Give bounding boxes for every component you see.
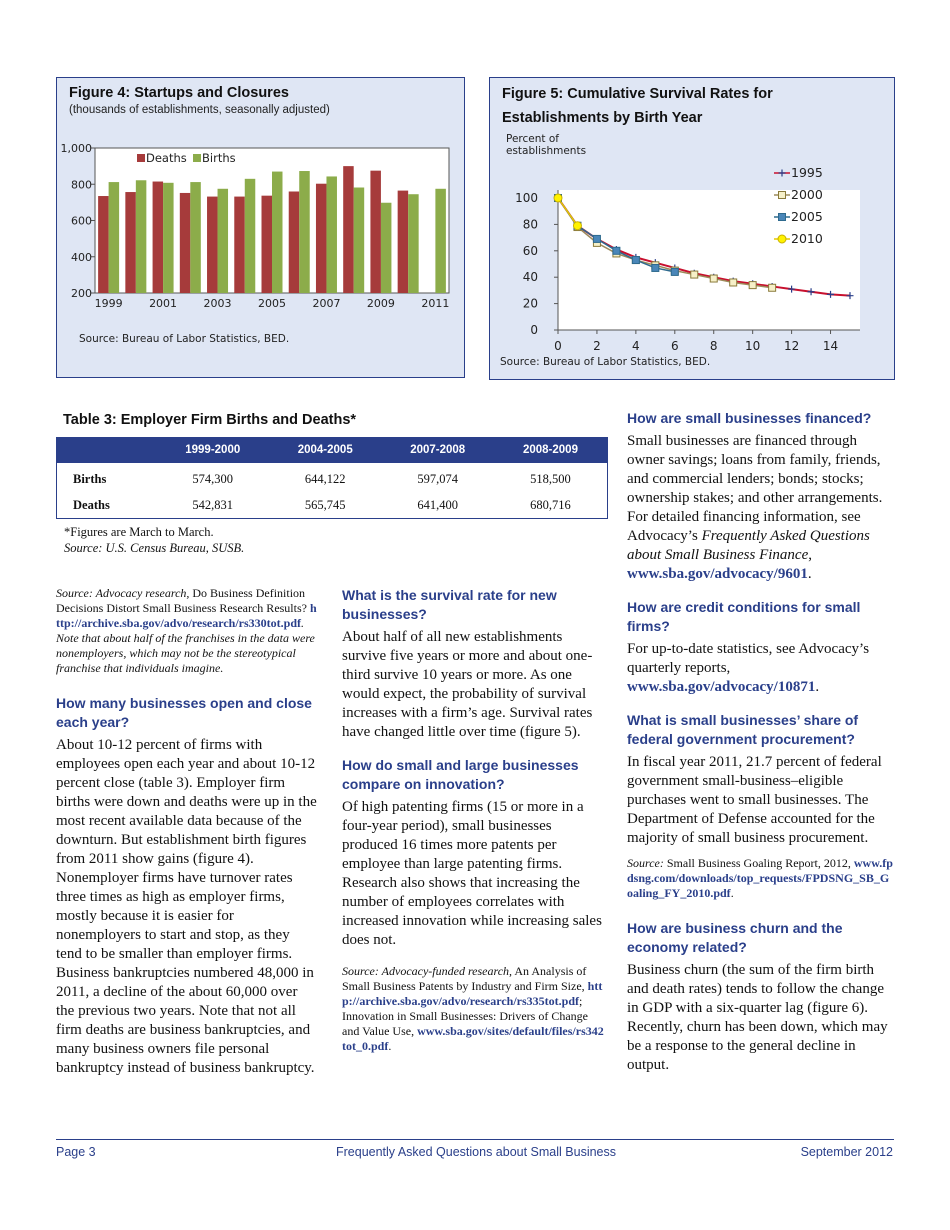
bar-births-2002 [190,182,201,293]
bar-deaths-2002 [180,193,191,293]
y-tick-label: 400 [71,250,92,264]
x-tick-label: 2003 [203,297,232,310]
franchise-source-note [56,586,318,676]
figure5-chart [490,132,896,352]
table-cell: 574,300 [192,472,234,486]
quarterly-reports-link[interactable]: www.sba.gov/advocacy/10871 [627,679,816,695]
text: , [808,547,812,563]
x-tick-label: 0 [554,339,562,352]
x-tick-label: 6 [670,339,679,352]
legend-marker-1995 [779,170,786,177]
paragraph-innovation: Of high patenting firms (15 or more in a four-year period), small businesses produced 16 times more patents per employee than large patenting firms. Research also shows that increasing the number of employees correlates with increased innovation while increasing sales does not. [342,799,602,948]
table3-col-header [57,438,157,463]
bar-births-1999 [109,182,120,293]
figure4-source: Source: Bureau of Labor Statistics, BED. [79,333,290,345]
legend-label-1995: 1995 [791,165,823,180]
footer-date: September 2012 [800,1145,893,1159]
paragraph-financed [627,432,895,584]
bar-births-2007 [326,176,337,293]
source-link[interactable]: http://archive.sba.gov/advo/research/rs330tot.pdf [56,601,317,630]
point-2010-1 [573,222,581,230]
source-label: Source: [627,856,664,870]
table3-note: *Figures are March to March. [64,525,214,539]
footer-title: Frequently Asked Questions about Small Business [336,1145,617,1159]
finance-link[interactable]: www.sba.gov/advocacy/9601 [627,566,808,582]
source-link[interactable]: http://archive.sba.gov/advo/research/rs335tot.pdf [342,979,603,1008]
paragraph-churn: Business churn (the sum of the firm birth and death rates) tends to follow the change in GDP with a six-quarter lag (figure 6). Recently, churn has been down, which may be a response to the general decline in output. [627,962,888,1073]
text: . [807,566,812,582]
point-2005-2 [593,235,600,242]
legend-marker-2010 [778,235,786,243]
row-label: Deaths [73,497,110,512]
bar-births-2005 [272,172,283,293]
y-tick-label: 600 [71,214,92,228]
x-tick-label: 2009 [366,297,395,310]
figure5-box [489,77,895,380]
table-row [57,463,608,493]
text: . [815,679,820,695]
y-tick-label: 20 [522,296,538,311]
point-2000-9 [730,279,737,286]
source-title: Do Business Definition Decisions Distort Small Business Research Results? [56,586,310,615]
x-tick-label: 14 [822,339,839,352]
heading-procurement: What is small businesses’ share of federal government procurement? [627,712,859,747]
table3-col-header: 2008-2009 [494,438,608,463]
bar-deaths-2010 [398,191,409,293]
bar-deaths-1999 [98,196,109,293]
source-label: Source: Advocacy research, [56,586,190,600]
table3-header-row [57,438,608,463]
bar-deaths-2005 [262,196,273,293]
bar-births-2010 [408,194,419,293]
source-link[interactable]: www.fpdsng.com/downloads/top_requests/FPDSNG_SB_Goaling_FY_2010.pdf [627,856,893,900]
figure5-title-line2: Establishments by Birth Year [502,110,703,126]
heading-survival-rate: What is the survival rate for new businesses? [342,587,557,622]
point-2005-5 [652,264,659,271]
bar-deaths-2001 [153,182,164,293]
legend-label-deaths: Deaths [146,151,187,165]
x-tick-label: 2005 [258,297,286,310]
figure5-source: Source: Bureau of Labor Statistics, BED. [500,356,711,368]
source-link[interactable]: www.sba.gov/sites/default/files/rs342tot_0.pdf [342,1024,604,1053]
text: Small businesses are financed through owner savings; loans from family, friends, and commercial lenders; bonds; stocks; ownership stakes; and other arrangements. For detailed financing information, see Advocacy’s [627,433,883,544]
bar-births-2009 [381,203,392,293]
figure4-chart [57,138,466,338]
paragraph-survival-rate: About half of all new establishments survive five years or more and about one-third survive 10 years or more. As one would expect, the probability of survival increases with a firm’s age. Survival rates have changed little over time (figure 5). [342,629,593,740]
table3-col-header: 2007-2008 [381,438,493,463]
figure4-title: Figure 4: Startups and Closures [69,85,289,101]
table3-source: Source: U.S. Census Bureau, SUSB. [64,541,245,555]
heading-financed: How are small businesses financed? [627,410,872,426]
legend-swatch-deaths [137,154,145,162]
table-cell: 565,745 [304,497,346,512]
table3-col-header: 2004-2005 [269,438,381,463]
heading-credit: How are credit conditions for small firms? [627,599,861,634]
point-2010-0 [554,194,562,202]
heading-open-close: How many businesses open and close each year? [56,695,312,730]
bar-deaths-2003 [207,197,218,293]
column-1 [56,586,318,1092]
x-tick-label: 8 [709,339,718,352]
y-tick-label: 200 [71,287,92,300]
bar-deaths-2008 [343,166,354,293]
y-tick-label: 1,000 [60,142,92,155]
y-tick-label: 0 [530,323,538,337]
bar-deaths-2006 [289,192,300,294]
source-title: ; Innovation in Small Businesses: Drivers of Change and Value Use, [342,994,588,1038]
table3-col-header: 1999-2000 [157,438,269,463]
innovation-source-note [342,964,604,1054]
heading-churn: How are business churn and the economy related? [627,920,843,955]
bar-deaths-2009 [370,171,381,293]
paragraph-open-close: About 10-12 percent of firms with employees open each year and about 10-12 percent close (table 3). Employer firm births were down and deaths were up in the most recent available data because of the downturn. But establishment birth figures from 2011 show gains (figure 4). Nonemployer firms have turnover rates three times as high as employer firms, mostly because it is easier for nonemployers to start and stop, as they tend to be smaller than employer firms. Business bankruptcies numbered 48,000 in 2011, a decline of the about 60,000 over the previous two years. Note that not all firm deaths are business bankruptcies, and many business owners file personal bankruptcy instead of business bankruptcy. [56,737,317,1076]
column-2 [342,586,604,1072]
source-label: Source: Advocacy-funded research, [342,964,513,978]
x-tick-label: 12 [783,339,800,352]
y-tick-label: 80 [522,217,538,232]
table3 [56,437,608,519]
table-cell: 597,074 [417,472,459,486]
point-2005-4 [632,257,639,264]
heading-innovation: How do small and large businesses compare on innovation? [342,757,579,792]
bar-deaths-2000 [125,192,136,293]
bar-births-2008 [354,188,365,293]
bar-births-2006 [299,171,310,293]
point-2000-7 [691,271,698,278]
legend-label-births: Births [202,151,236,165]
point-2000-11 [769,284,776,291]
y-tick-label: 40 [522,270,538,285]
bar-deaths-2007 [316,184,327,293]
legend-marker-2000 [779,192,786,199]
table-row [57,493,608,519]
source-title: Small Business Goaling Report, 2012, [663,856,854,870]
point-2000-8 [710,275,717,282]
figure4-subtitle: (thousands of establishments, seasonally adjusted) [69,104,330,116]
footer-rule [56,1139,894,1140]
table3-title: Table 3: Employer Firm Births and Deaths* [63,412,357,428]
table-cell: 518,500 [530,472,571,486]
table-cell: 644,122 [304,472,346,486]
y-tick-label: 100 [515,191,538,205]
y-tick-label: 60 [522,243,538,258]
procurement-source-note [627,856,895,901]
x-tick-label: 1999 [94,297,123,310]
table-cell: 641,400 [417,497,459,512]
x-tick-label: 10 [745,339,761,352]
x-tick-label: 2001 [149,297,178,310]
y-tick-label: 800 [71,178,92,192]
x-tick-label: 2 [593,339,601,352]
figure5-title-line1: Figure 5: Cumulative Survival Rates for [502,86,773,102]
x-tick-label: 2007 [312,297,341,310]
legend-marker-2005 [779,214,786,221]
row-label: Births [73,472,107,486]
bar-births-2011 [435,189,446,293]
legend-label-2000: 2000 [791,187,823,202]
paragraph-procurement: In fiscal year 2011, 21.7 percent of federal government small-business–eligible purchases went to small businesses. The Department of Defense accounted for the majority of small business procurement. [627,754,882,846]
table-cell: 542,831 [192,497,234,512]
point-2005-3 [613,247,620,254]
bar-deaths-2004 [234,197,245,293]
source-title: An Analysis of Small Business Patents by Industry and Firm Size, [342,964,588,993]
bar-births-2003 [218,189,229,293]
legend-label-2010: 2010 [791,231,823,246]
table-cell: 680,716 [530,497,571,512]
x-tick-label: 4 [632,339,640,352]
point-2005-6 [671,268,678,275]
publication-title: Frequently Asked Questions about Small Business Finance [627,528,870,563]
column-3 [627,409,895,1089]
y-axis-label-line2: establishments [506,145,587,157]
source-end: . [388,1039,392,1053]
point-2000-10 [749,282,756,289]
figure4-box [56,77,465,378]
y-axis-label-line1: Percent of [506,133,559,145]
bar-births-2001 [163,183,174,293]
source-end: . [730,886,734,900]
source-note: . Note that about half of the franchises in the data were nonemployers, which may not be the stereotypical franchise that individuals imagine. [56,616,315,675]
bar-births-2000 [136,180,147,293]
text: For up-to-date statistics, see Advocacy’s quarterly reports, [627,641,870,676]
paragraph-credit [627,640,895,697]
legend-label-2005: 2005 [791,209,823,224]
footer-page-number: Page 3 [56,1145,96,1159]
legend-swatch-births [193,154,201,162]
x-tick-label: 2011 [421,297,450,310]
bar-births-2004 [245,179,256,293]
